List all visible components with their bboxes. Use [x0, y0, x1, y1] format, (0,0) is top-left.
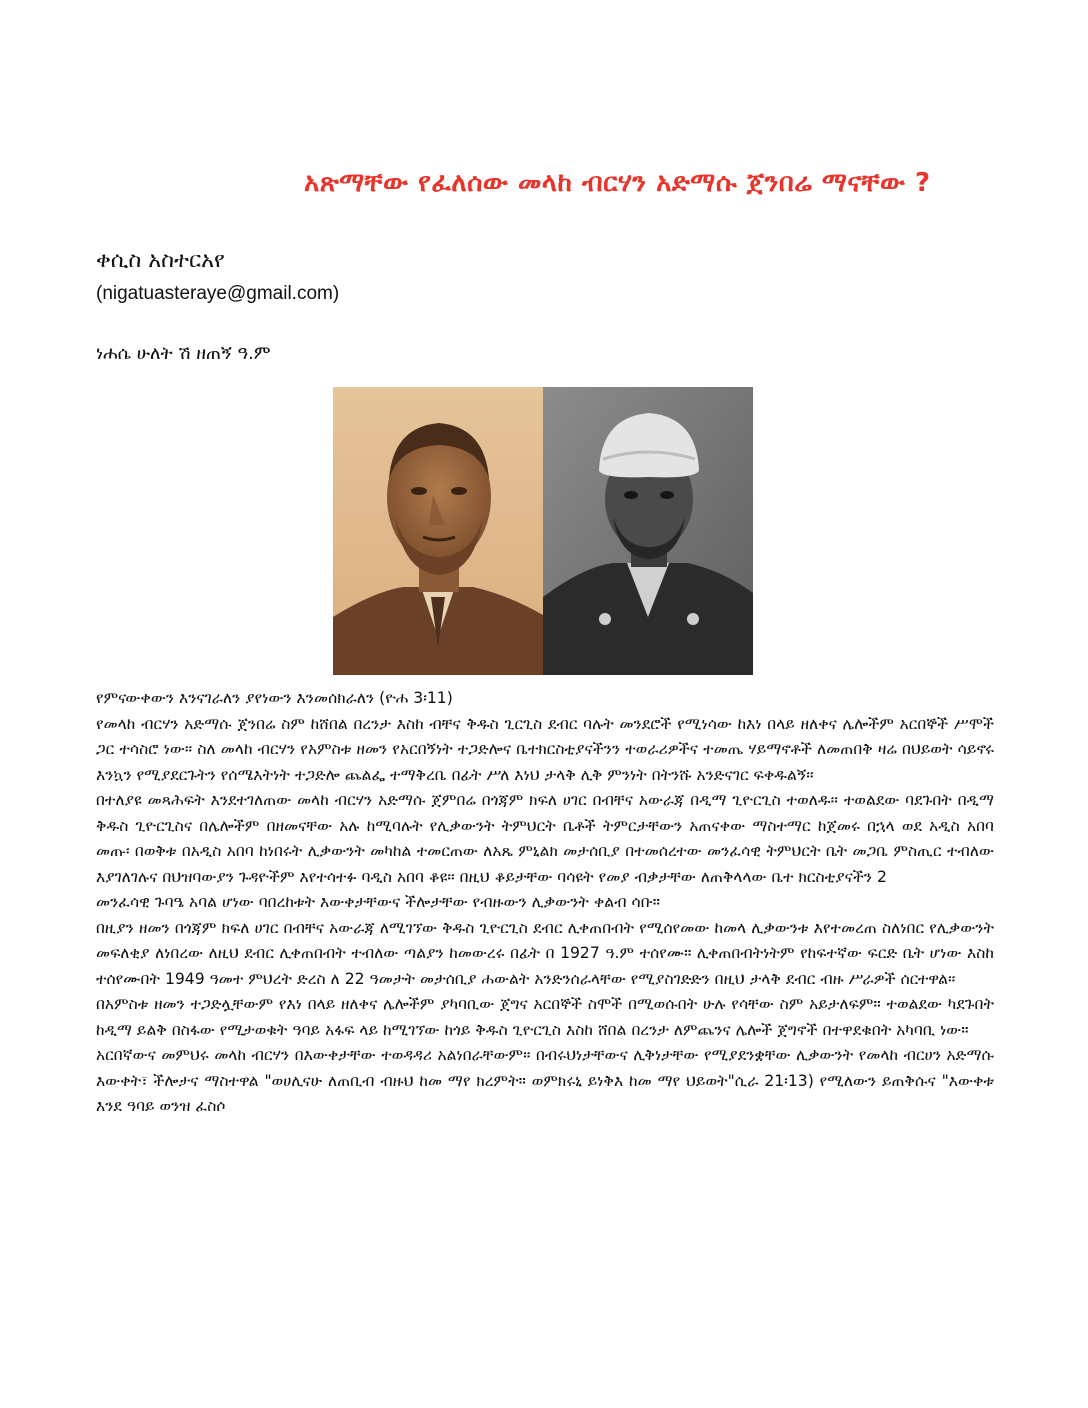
paragraph-6: በአምስቱ ዘመን ተጋድሏቸውም የእነ በላይ ዘለቀና ሌሎችም ያካባቢው ጀግና አርበኞች ስሞች በሚወሱበት ሁሉ የሳቸው ስም አይታለፍም። ተወልደው ካደጉበት ከዲማ ይልቅ በስፋው የሚታወቁት ዓባይ አፋፍ ላይ ከሚገኘው ከጎይ ቅዱስ ጊዮርጊስ እስከ ሸበል በረንታ ለምጨንና ሌሎች ጀግኖች በተዋደቁበት አካባቢ ነው።	[96, 995, 994, 1039]
paragraph-3: በተለያዩ መጻሕፍት እንደተገለጠው መላከ ብርሃን አድማሱ ጀምበሬ በጎጃም ክፍለ ሀገር በብቸና አውራጃ በዲማ ጊዮርጊስ ተወለዱ፡፡ ተወልደው ባደጉበት በዲማ ቅዱስ ጊዮርጊስና በሌሎችም በዘመናቸው አሉ ከሚባሉት የሊቃውንት ትምህርት ቤቶች ትምርታቸውን አጠናቀው ማስተማር ከጀመሩ በኋላ ወደ አዲስ አበባ መጡ፡ በወቅቱ በአዲስ አበባ ከነበሩት ሊቃውንት መካከል ተመርጠው ለአጼ ምኒልክ መታሰቢያ በተመሰረተው መንፈሳዊ ትምህርት ቤት መጋቤ ምስጢር ተብለው እያገለገሉና በህዝባውያን ጉዳዮችም እየተሳተፉ ባዲስ አበባ ቆዩ፡፡ በዚህ ቆይታቸው ባሳዩት የመያ ብቃታቸው ለጠቅላላው ቤተ ክርስቲያናችን 2	[96, 791, 994, 886]
document-title: አጽማቸው የፈለሰው መላከ ብርሃን አድማሱ ጀንበሬ ማናቸው ?	[304, 168, 931, 198]
paragraph-5: በዚያን ዘመን በጎጃም ክፍለ ሀገር በብቸና አውራጃ ለሚገኘው ቅዱስ ጊዮርጊስ ደብር ሊቀጠበብት የሚሰየመው ከመላ ሊቃውንቱ እየተመረጠ ስለነበር የሊቃውንት መፍለቂያ ለነበረው ለዚህ ደብር ሊቀጠበብት ተብለው ጣልያን ከመውረሩ በፊት በ 1927 ዓ.ም ተሰየሙ። ሊቀጠበብትነትም የከፍተኛው ፍርድ ቤት ሆነው እስከ ተሰየሙበት 1949 ዓመተ ምህረት ድረስ ለ 22 ዓመታት መታሰቢያ ሐውልት አንድንሰራላቸው የሚያስገድድን በዚህ ታላቅ ደብር ብዙ ሥራዎች ሰርተዋል፡፡	[96, 918, 994, 988]
portrait-photo-sepia	[333, 387, 543, 675]
document-date: ነሐሴ ሁለት ሽ ዘጠኝ ዓ.ም	[96, 343, 271, 364]
paragraph-1: የምናውቀውን እንናገራለን ያየነውን እንመሰክራለን (ዮሐ 3፡11)	[96, 689, 453, 707]
author-email: (nigatuasteraye@gmail.com)	[96, 283, 340, 304]
portrait-photo-bw-turban	[543, 387, 753, 675]
portrait-photos	[333, 387, 753, 675]
paragraph-7: አርበኛውና መምህሩ መላከ ብርሃን በእውቀታቸው ተወዳዳሪ አልነበራቸውም፡፡ በብሩህነታቸውና ሊቅነታቸው የሚያደንቋቸው ሊቃውንት የመላከ ብርሀን አድማሱ እውቀት፣ ችሎታና ማስተዋል "ወሀሊናሁ ለጠቢብ ብዙህ ከመ ማየ ክረምት። ወምክሩኒ ይነቅእ ከመ ማየ ህይወት"ሲራ 21፡13) የሚለውን ይጠቅሱና "እውቀቱ እንደ ዓባይ ወንዝ ፈስሶ	[96, 1046, 994, 1115]
paragraph-4: መንፈሳዊ ጉባዔ አባል ሆነው ባበረከቱት እውቀታቸውና ችሎታቸው የብዙውን ሊቃውንት ቀልብ ሳቡ።	[96, 893, 661, 911]
article-body	[96, 686, 994, 1120]
author-name: ቀሲስ አስተርአየ	[96, 248, 225, 273]
paragraph-2: የመላከ ብርሃን አድማሱ ጀንበሬ ስም ከሸበል በረንታ እስከ ብቸና ቅዱስ ጊርጊስ ደብር ባሉት መንደሮች የሚነሳው ከእነ በላይ ዘለቀና ሌሎችም አርበኞች ሥሞች ጋር ተሳስሮ ነው፡፡ ስለ መላከ ብርሃን የአምስቱ ዘመን የአርበኝነት ተጋድሎና ቤተክርስቲያናችንን ተወራሪዎችና ተመጤ ሃይማኖቶች ለመጠበቅ ዛሬ በህይወት ሳይኖሩ እንኳን የሚያደርጉትን የሰሜእትነት ተጋድሎ ጨልፌ ተማቅረቤ በፊት ሥለ እነህ ታላቅ ሊቅ ምንነት በትንሹ አንድናገር ፍቀዱልኝ፡፡	[96, 714, 994, 784]
